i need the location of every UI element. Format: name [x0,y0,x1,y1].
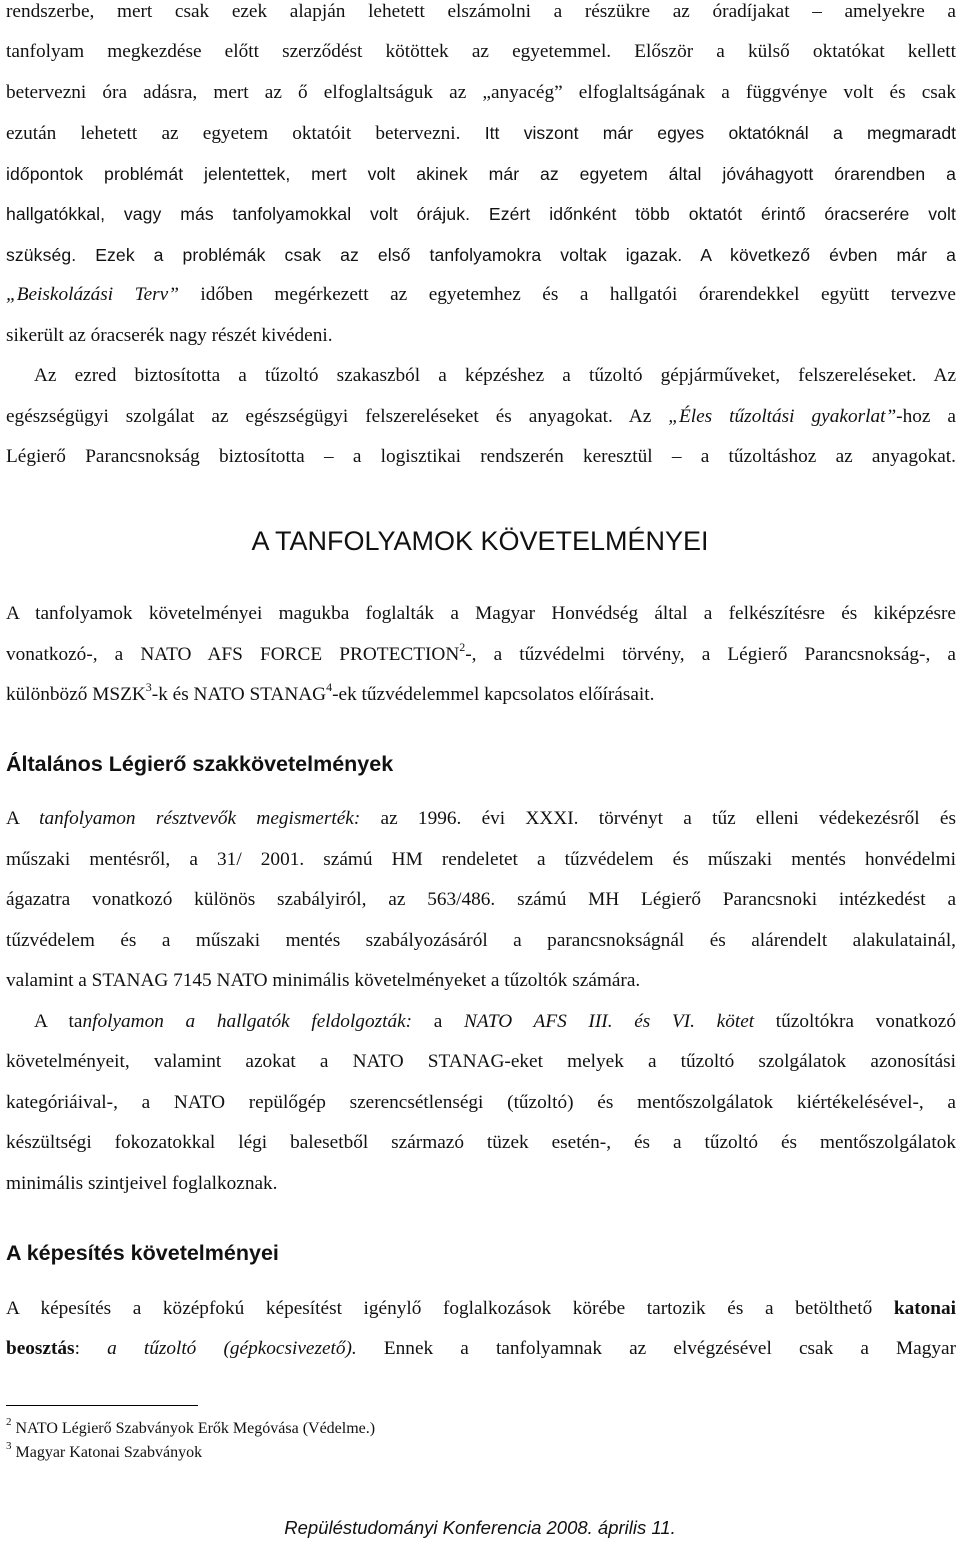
text-line: ágazatra vonatkozó különös szabályiról, az 563/486. számú MH Légierő Parancsnoki intézkedést a [6,889,956,910]
footnote-separator [6,1405,198,1406]
text-line: minimális szintjeivel foglalkoznak. [6,1173,278,1194]
section-heading: A TANFOLYAMOK KÖVETELMÉNYEI [251,526,709,556]
text-span: az 1996. évi XXXI. törvényt a tűz elleni védekezésről és [360,808,956,829]
text-line [6,807,956,831]
text-span: : [74,1338,108,1359]
text-line [6,1337,956,1361]
text-span: -hoz a [896,406,956,427]
text-line: műszaki mentésről, a 31/ 2001. számú HM rendeletet a tűzvédelem és műszaki mentés honvédelmi [6,849,956,870]
text-span: nfolyamon a hallgatók feldolgozták: [82,1011,413,1032]
text-span: időben megérkezett az egyetemhez és a hallgatói órarendekkel együtt tervezve [178,284,956,305]
subsection-heading: A képesítés követelményei [6,1241,279,1265]
text-span: -, a tűzvédelmi törvény, a Légierő Parancsnokság-, a [465,644,956,665]
text-span: a tűzoltó (gépkocsivezető). [107,1338,357,1359]
text-line: valamint a STANAG 7145 NATO minimális követelményeket a tűzoltók számára. [6,970,641,991]
text-span: a [412,1011,464,1032]
text-span: -k és NATO STANAG [151,684,327,705]
text-line: időpontok problémát jelentettek, mert volt akinek már az egyetem által jóváhagyott órarendben a [6,164,956,184]
footnote-text: Magyar Katonai Szabványok [11,1444,203,1461]
footnote-ref: 2 [459,639,466,654]
text-line: sikerült az óracserék nagy részét kivédeni. [6,325,333,346]
text-line: követelményeit, valamint azokat a NATO STANAG-eket melyek a tűzoltó szolgálatok azonosítási [6,1051,956,1072]
text-span: katonai [893,1298,956,1319]
text-span: „Éles tűzoltási gyakorlat” [668,406,897,427]
text-line: kategóriáival-, a NATO repülőgép szerencsétlenségi (tűzoltó) és mentőszolgálatok kiértékelésével-, a [6,1092,956,1113]
text-line: hallgatókkal, vagy más tanfolyamokkal volt órájuk. Ezért időnként több oktatót érintő óracserére volt [6,204,956,224]
text-span: beosztás [6,1338,75,1359]
text-line [6,121,956,146]
text-line [6,283,956,307]
text-span: -ek tűzvédelemmel kapcsolatos előírásait. [332,684,655,705]
text-line: Az ezred biztosította a tűzoltó szakaszból a képzéshez a tűzoltó gépjárműveket, felszereléseket. Az [34,365,956,386]
text-line: rendszerbe, mert csak ezek alapján lehetett elszámolni a részükre az óradíjakat – amelyekre a [6,1,956,22]
page-footer: Repüléstudományi Konferencia 2008. április 11. [284,1517,676,1538]
text-span: „Beiskolázási Terv” [6,284,179,305]
text-line [6,405,956,429]
text-span: Itt viszont már egyes oktatóknál a megmaradt [460,123,956,143]
text-line: készültségi fokozatokkal légi balesetből származó tüzek esetén-, és a tűzoltó és mentőszolgálatok [6,1132,956,1153]
text-span: ezután lehetett az egyetem oktatóit betervezni. [6,123,461,144]
text-span: A képesítés a középfokú képesítést igénylő foglalkozások körébe tartozik és a betölthető [6,1298,894,1319]
text-line [6,639,956,667]
footnote [6,1415,376,1439]
text-line: betervezni óra adásra, mert az ő elfoglaltságuk az „anyacég” elfoglaltságának a függvénye volt és csak [6,82,956,103]
text-span: tanfolyamon résztvevők megismerték: [39,808,361,829]
text-span: Ennek a tanfolyamnak az elvégzésével csak a Magyar [356,1338,956,1359]
text-span: egészségügyi szolgálat az egészségügyi felszereléseket és anyagokat. Az [6,406,669,427]
text-line: A tanfolyamok követelményei magukba foglalták a Magyar Honvédség által a felkészítésre és kiképzésre [6,603,956,624]
text-span: tűzoltókra vonatkozó [754,1011,956,1032]
subsection-heading: Általános Légierő szakkövetelmények [6,752,394,776]
footnote-ref: 4 [326,679,333,694]
text-span: NATO AFS III. és VI. kötet [464,1011,755,1032]
text-span: A [6,808,40,829]
footnote-number: 3 [6,1439,12,1452]
text-span: vonatkozó-, a NATO AFS FORCE PROTECTION [6,644,460,665]
text-span: különböző MSZK [6,684,146,705]
footnote-text: NATO Légierő Szabványok Erők Megóvása (Védelme.) [11,1420,376,1437]
text-line: Légierő Parancsnokság biztosította – a logisztikai rendszerén keresztül – a tűzoltáshoz az anyagokat. [6,446,956,467]
text-line [6,1297,956,1321]
text-line [6,679,956,707]
text-span: A ta [34,1011,83,1032]
footnote-number: 2 [6,1415,12,1428]
text-line [34,1010,956,1034]
footnote [6,1439,203,1463]
text-line: tanfolyam megkezdése előtt szerződést kötöttek az egyetemmel. Először a külső oktatókat kellett [6,41,956,62]
footnote-ref: 3 [145,679,152,694]
text-line: tűzvédelem és a műszaki mentés szabályozásáról a parancsnokságnál és alárendelt alakulatainál, [6,930,956,951]
text-line: szükség. Ezek a problémák csak az első tanfolyamokra voltak igazak. A következő évben már a [6,245,956,265]
